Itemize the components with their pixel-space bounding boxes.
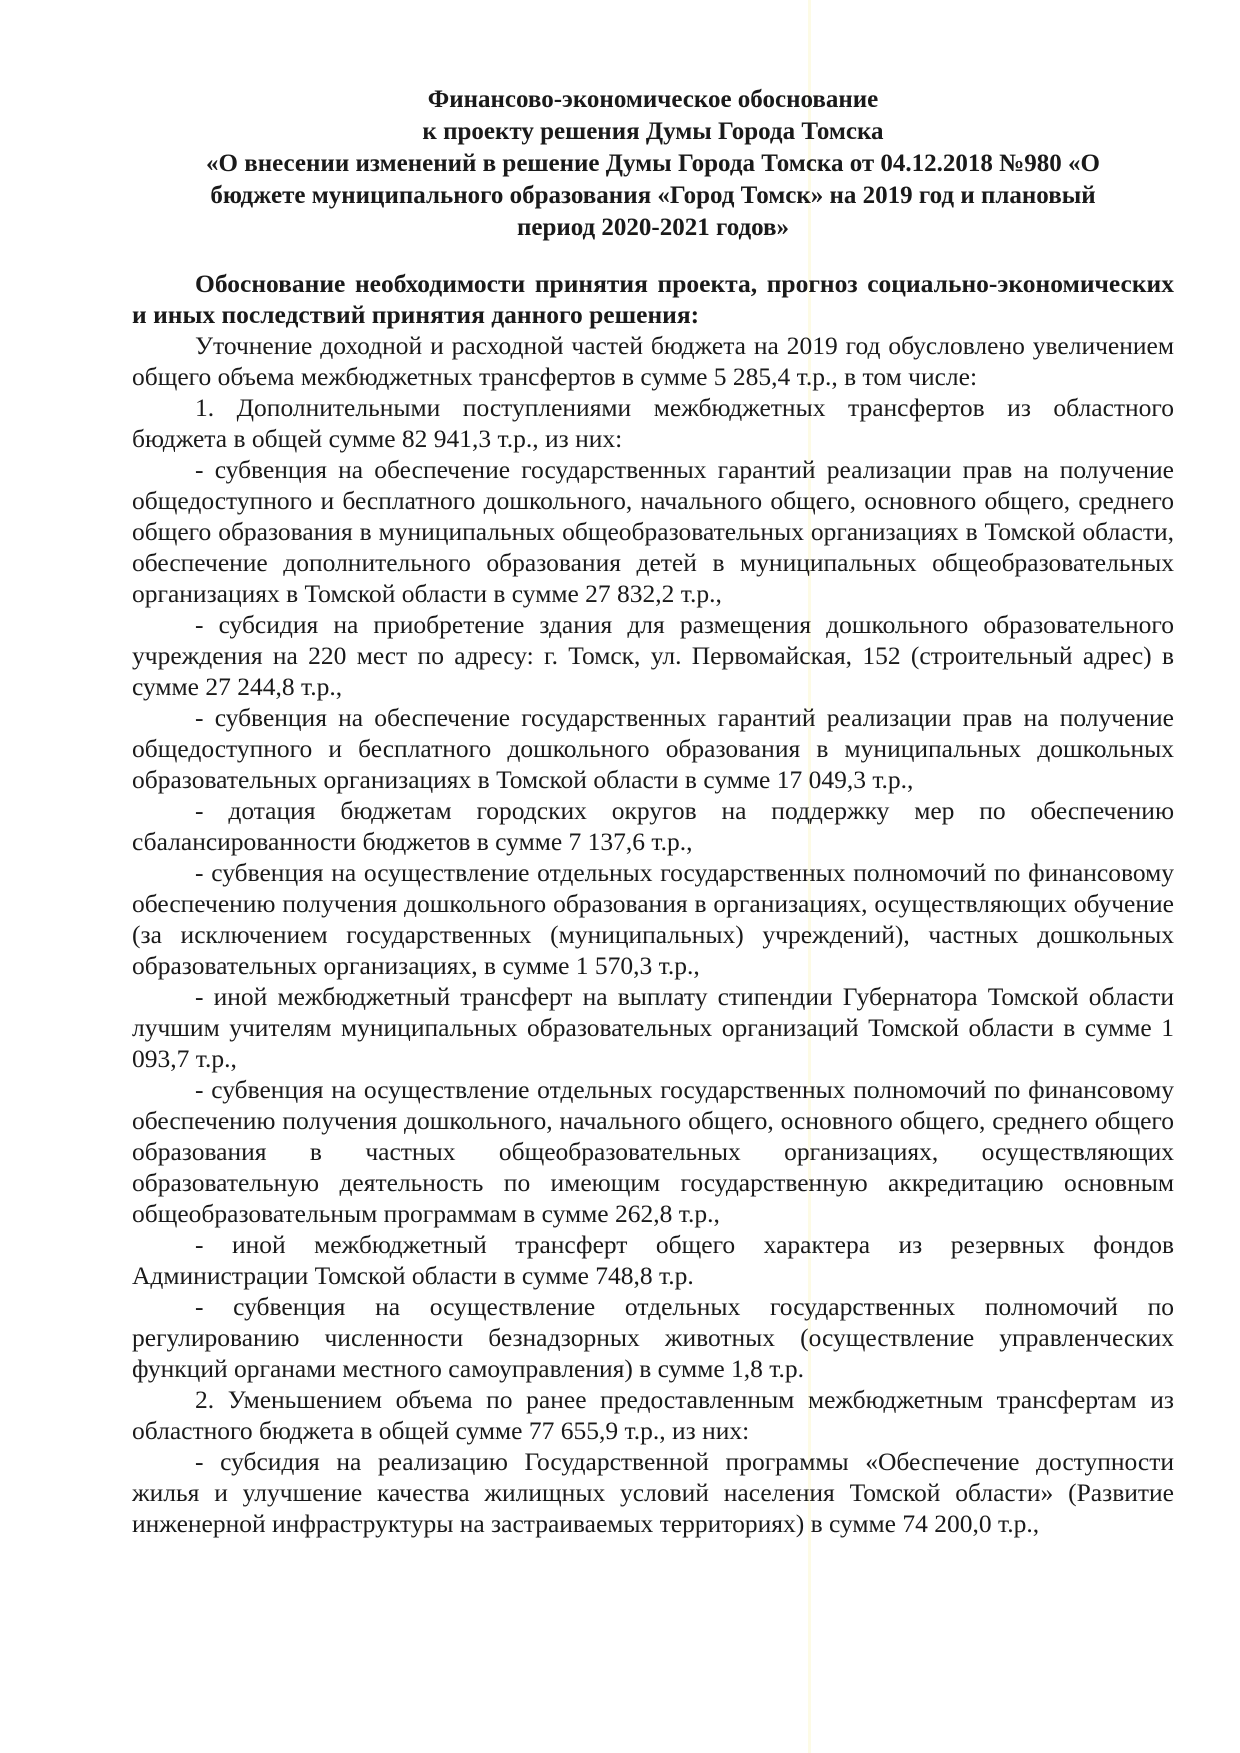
list-item: - субвенция на осуществление отдельных государственных полномочий по финансовому обеспечению получения дошкольного образования в организациях, осуществляющих обучение (за исключением государственных (муниципальных) учреждений), частных дошкольных образовательных организациях, в сумме 1 570,3 т.р., bbox=[132, 858, 1174, 980]
title-line: период 2020-2021 годов» bbox=[516, 214, 790, 241]
list-item: - иной межбюджетный трансферт на выплату стипендии Губернатора Томской области лучшим учителям муниципальных образовательных организаций Томской области в сумме 1 093,7 т.р., bbox=[132, 982, 1174, 1073]
list-item: - субвенция на осуществление отдельных государственных полномочий по регулированию численности безнадзорных животных (осуществление управленческих функций органами местного самоуправления) в сумме 1,8 т.р. bbox=[132, 1292, 1174, 1383]
section-heading: Обоснование необходимости принятия проекта, прогноз социально-экономических и иных последствий принятия данного решения: bbox=[132, 269, 1174, 329]
list-item: - субсидия на реализацию Государственной программы «Обеспечение доступности жилья и улучшение качества жилищных условий населения Томской области» (Развитие инженерной инфраструктуры на застраиваемых территориях) в сумме 74 200,0 т.р., bbox=[132, 1447, 1174, 1538]
title-line: бюджете муниципального образования «Город Томск» на 2019 год и плановый bbox=[210, 182, 1096, 209]
document-title bbox=[132, 84, 1174, 244]
list-item: - субвенция на обеспечение государственных гарантий реализации прав на получение общедоступного и бесплатного дошкольного, начального общего, основного общего, среднего общего образования в муниципальных общеобразовательных организациях в Томской области, обеспечение дополнительного образования детей в муниципальных общеобразовательных организациях в Томской области в сумме 27 832,2 т.р., bbox=[132, 455, 1174, 608]
item-1-heading: 1. Дополнительными поступлениями межбюджетных трансфертов из областного бюджета в общей сумме 82 941,3 т.р., из них: bbox=[132, 393, 1174, 453]
list-item: - дотация бюджетам городских округов на поддержку мер по обеспечению сбалансированности бюджетов в сумме 7 137,6 т.р., bbox=[132, 796, 1174, 856]
list-item: - субсидия на приобретение здания для размещения дошкольного образовательного учреждения на 220 мест по адресу: г. Томск, ул. Первомайская, 152 (строительный адрес) в сумме 27 244,8 т.р., bbox=[132, 610, 1174, 701]
document-body bbox=[132, 268, 1174, 1539]
title-line: «О внесении изменений в решение Думы Города Томска от 04.12.2018 №980 «О bbox=[206, 150, 1100, 177]
list-item: - иной межбюджетный трансферт общего характера из резервных фондов Администрации Томской области в сумме 748,8 т.р. bbox=[132, 1230, 1174, 1290]
list-item: - субвенция на обеспечение государственных гарантий реализации прав на получение общедоступного и бесплатного дошкольного образования в муниципальных дошкольных образовательных организациях в Томской области в сумме 17 049,3 т.р., bbox=[132, 703, 1174, 794]
list-item: - субвенция на осуществление отдельных государственных полномочий по финансовому обеспечению получения дошкольного, начального общего, основного общего, среднего общего образования в частных общеобразовательных организациях, осуществляющих образовательную деятельность по имеющим государственную аккредитацию основным общеобразовательным программам в сумме 262,8 т.р., bbox=[132, 1075, 1174, 1228]
title-line: к проекту решения Думы Города Томска bbox=[422, 118, 884, 145]
intro-paragraph: Уточнение доходной и расходной частей бюджета на 2019 год обусловлено увеличением общего объема межбюджетных трансфертов в сумме 5 285,4 т.р., в том числе: bbox=[132, 331, 1174, 391]
item-2-heading: 2. Уменьшением объема по ранее предоставленным межбюджетным трансфертам из областного бюджета в общей сумме 77 655,9 т.р., из них: bbox=[132, 1385, 1174, 1445]
title-line: Финансово-экономическое обоснование bbox=[427, 86, 879, 113]
